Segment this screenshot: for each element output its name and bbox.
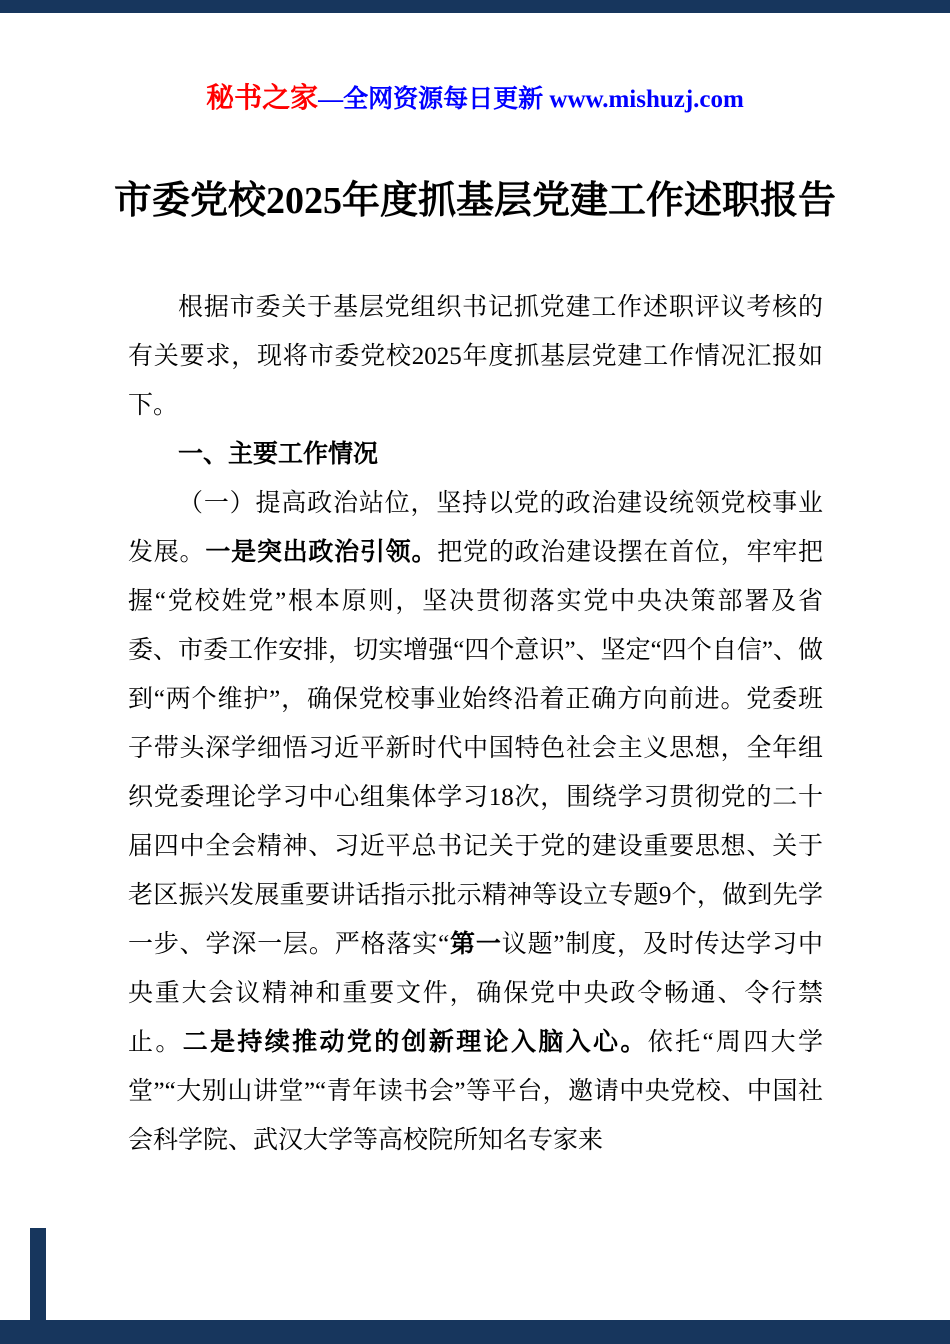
section-heading-1 [128,430,823,479]
section-1-1-paragraph [128,479,823,1165]
bold-text-run: 一是突出政治引领。 [205,539,438,566]
site-brand: 秘书之家 [206,83,319,114]
bottom-left-border-strip [30,1228,46,1320]
site-url-link[interactable]: www.mishuzj.com [549,86,744,113]
top-border-bar [0,0,950,13]
text-run: 把党的政治建设摆在首位，牢牢把握“党校姓党”根本原则，坚决贯彻落实党中央决策部署及省委、市委工作安排，切实增强“四个意识”、坚定“四个自信”、做到“两个维护”，确保党校事业始终沿着正确方向前进。党委班子带头深学细悟习近平新时代中国特色社会主义思想，全年组织党委理论学习中心组集体学习18次，围绕学习贯彻党的二十届四中全会精神、习近平总书记关于党的建设重要思想、关于老区振兴发展重要讲话指示批示精神等设立专题9个，做到先学一步、学深一层。严格落实“ [128,539,823,958]
bottom-border-bar [0,1320,950,1344]
document-body [128,283,823,1165]
bold-text-run: 二是持续推动党的创新理论入脑入心。 [182,1029,648,1056]
bold-text-run: 一、主要工作情况 [178,441,379,468]
text-run: 议题”制度，及时传达学习中央重大会议精神和重要文件，确保党中央政令畅通、令行禁止。 [128,931,823,1056]
text-run: 依托“周四大学堂”“大别山讲堂”“青年读书会”等平台，邀请中央党校、中国社会科学院、武汉大学等高校院所知名专家来 [128,1029,823,1154]
document-title: 市委党校2025年度抓基层党建工作述职报告 [113,180,836,222]
site-tagline: —全网资源每日更新 [318,86,550,113]
text-run: 根据市委关于基层党组织书记抓党建工作述职评议考核的有关要求，现将市委党校2025年度抓基层党建工作情况汇报如下。 [128,294,823,419]
text-run: （一）提高政治站位，坚持以党的政治建设统领党校事业发展。 [128,490,823,566]
intro-paragraph [128,283,823,430]
bold-text-run: 第一 [449,931,502,958]
site-header [0,82,950,117]
